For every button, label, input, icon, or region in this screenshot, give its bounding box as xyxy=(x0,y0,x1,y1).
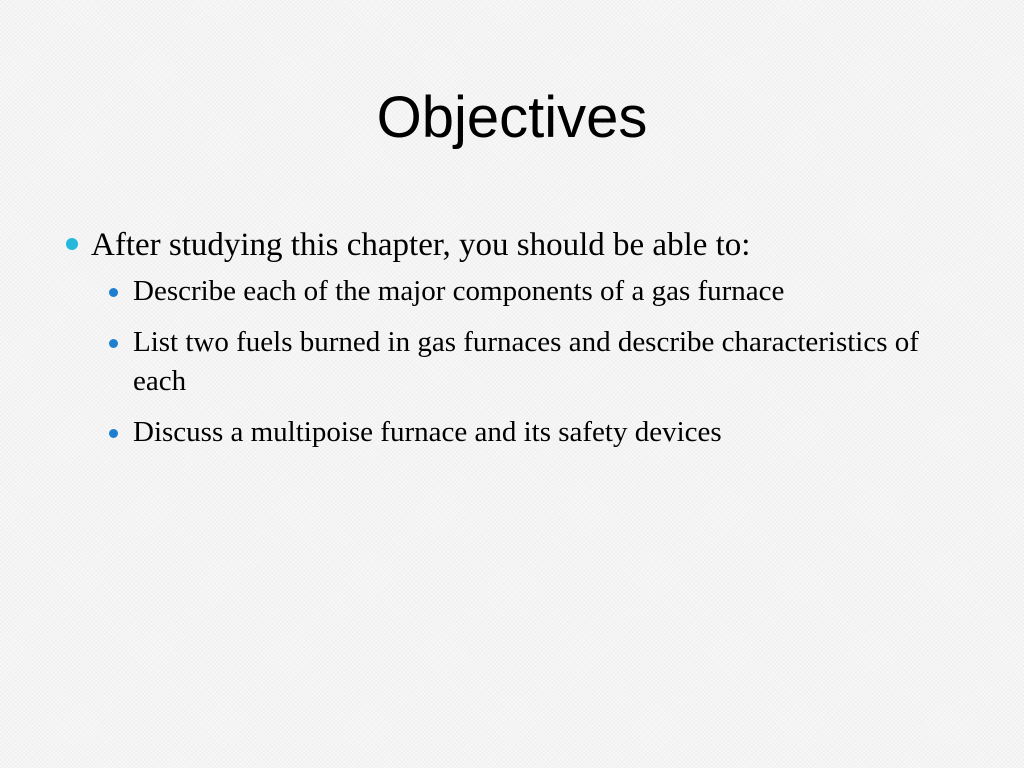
objective-item xyxy=(107,323,974,401)
slide-body xyxy=(64,224,974,464)
objectives-list xyxy=(64,272,974,452)
bullet-dot-icon xyxy=(66,238,78,250)
bullet-dot-icon xyxy=(109,339,118,348)
bullet-item-intro xyxy=(64,224,974,266)
bullet-dot-icon xyxy=(109,429,118,438)
intro-text: After studying this chapter, you should be able to: xyxy=(91,227,751,263)
slide-title: Objectives xyxy=(376,85,648,150)
objective-text: Discuss a multipoise furnace and its safety devices xyxy=(133,416,722,448)
objective-item xyxy=(107,413,974,452)
objective-item xyxy=(107,272,974,311)
bullet-dot-icon xyxy=(109,288,118,297)
objective-text: Describe each of the major components of a gas furnace xyxy=(133,275,785,307)
objective-text: List two fuels burned in gas furnaces and describe characteristics of each xyxy=(133,326,919,397)
